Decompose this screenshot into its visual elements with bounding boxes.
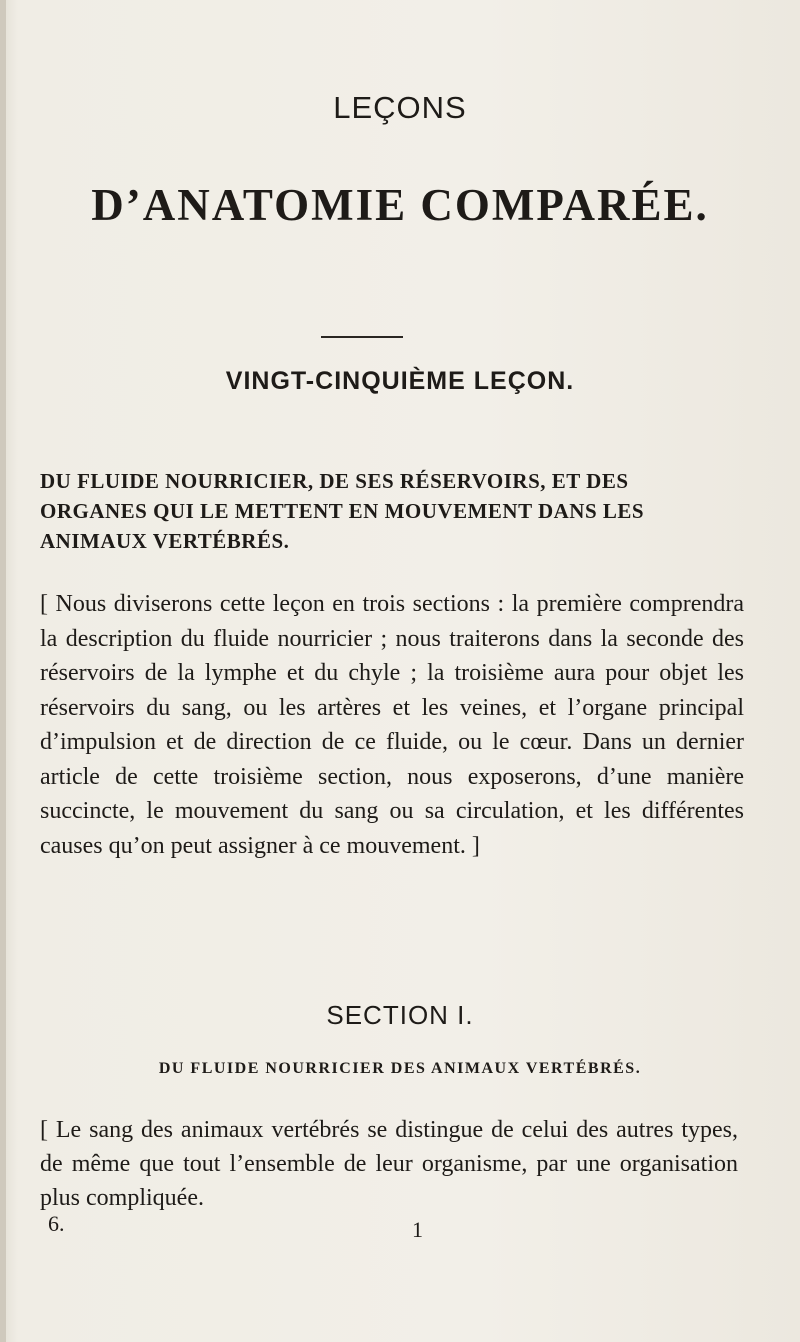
- series-title: LEÇONS: [333, 90, 467, 125]
- section-paragraph: [ Le sang des animaux vertébrés se distingue de celui des autres types, de même que tout l’ensemble de leur organisme, par une organisation plus compliquée.: [40, 1117, 738, 1211]
- section-heading: SECTION I.: [326, 1000, 474, 1030]
- title-divider: [321, 336, 403, 338]
- lesson-subtitle: DU FLUIDE NOURRICIER, DE SES RÉSERVOIRS, ET DES ORGANES QUI LE METTENT EN MOUVEMENT DANS LES ANIMAUX VERTÉBRÉS.: [40, 469, 645, 553]
- volume-mark: 6.: [48, 1211, 65, 1236]
- section-subheading: DU FLUIDE NOURRICIER DES ANIMAUX VERTÉBRÉS.: [158, 1060, 642, 1077]
- intro-paragraph: [ Nous diviserons cette leçon en trois sections : la première comprendra la description du fluide nourricier ; nous traiterons dans la seconde des réservoirs de la lymphe et du chyle ; la troisième aura pour objet les réservoirs du sang, ou les artères et les veines, et l’organe principal d’impulsion et de direction de ce fluide, ou le cœur. Dans un dernier article de cette troisième section, nous exposerons, d’une manière succincte, le mouvement du sang ou sa circulation, et les différentes causes qu’on peut assigner à ce mouvement. ]: [40, 591, 744, 859]
- book-title: D’ANATOMIE COMPARÉE.: [91, 180, 709, 230]
- signature-mark: 1: [412, 1217, 423, 1242]
- lesson-heading: VINGT-CINQUIÈME LEÇON.: [225, 367, 575, 395]
